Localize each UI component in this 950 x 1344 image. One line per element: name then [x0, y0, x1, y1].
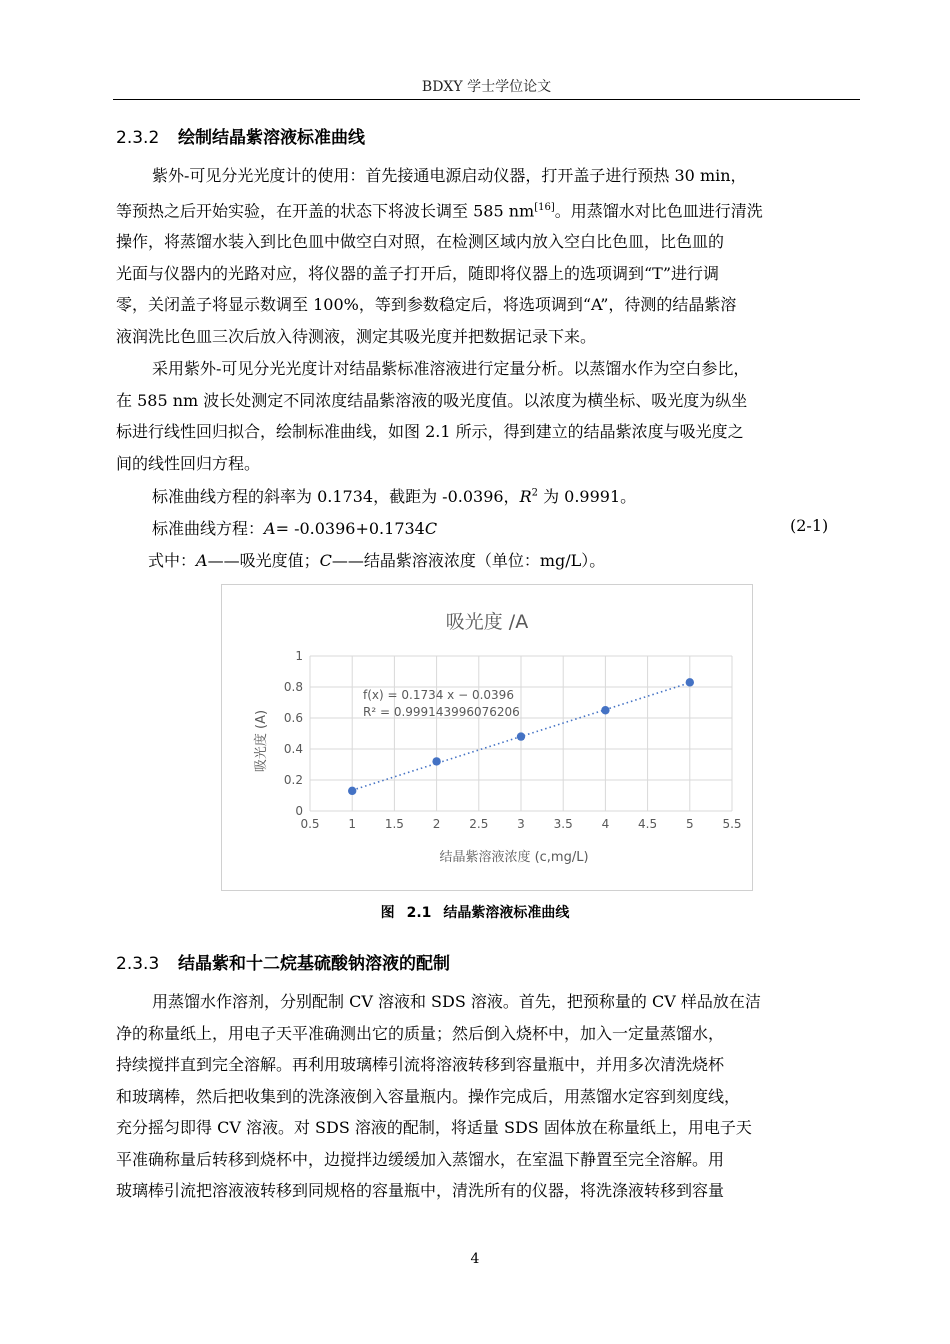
x-tick-label: 3 [517, 817, 525, 831]
text-segment: 等预热之后开始实验，在开盖的状态下将波长调至 585 nm [116, 200, 535, 220]
a-symbol: A [196, 551, 208, 570]
paragraph-quantitative-analysis [116, 353, 860, 479]
text-line: 平准确称量后转移到烧杯中，边搅拌边缓缓加入蒸馏水，在室温下静置至完全溶解。用 [116, 1149, 725, 1169]
data-point [432, 757, 440, 765]
x-tick-labels [300, 817, 741, 831]
y-tick-label: 0.4 [283, 742, 303, 756]
x-tick-label: 4 [601, 817, 610, 831]
paragraph-solution-preparation [116, 986, 860, 1207]
slope-intercept-line [152, 484, 636, 507]
a-symbol: A [264, 519, 276, 538]
y-tick-label: 1 [295, 649, 303, 663]
x-tick-label: 3.5 [553, 817, 573, 831]
c-symbol: C [319, 551, 332, 570]
equation-line [152, 516, 437, 539]
y-axis-label: 吸光度 (A) [254, 709, 269, 773]
figure-number: 2.1 [406, 905, 432, 921]
data-point [601, 706, 609, 714]
section-title: 绘制结晶紫溶液标准曲线 [178, 128, 365, 148]
variable-definition-line [148, 548, 605, 571]
c-symbol: C [424, 519, 438, 538]
equation-body: = -0.0396+0.1734 [275, 519, 425, 538]
text-segment: ——结晶紫溶液浓度（单位：mg/L）。 [331, 551, 606, 570]
text-segment: 标准曲线方程： [152, 519, 265, 538]
y-tick-label: 0 [295, 804, 303, 818]
text-line: 紫外-可见分光光度计的使用：首先接通电源启动仪器，打开盖子进行预热 30 min， [152, 166, 747, 185]
section-number: 2.3.3 [116, 954, 160, 974]
equation-number: (2-1) [790, 516, 829, 535]
text-line: 和玻璃棒，然后把收集到的洗涤液倒入容量瓶内。操作完成后，用蒸馏水定容到刻度线， [116, 1086, 741, 1106]
r-symbol: R [519, 487, 532, 506]
x-tick-label: 2 [432, 817, 441, 831]
text-segment: ——吸光度值； [207, 551, 320, 570]
text-line: 采用紫外-可见分光光度计对结晶紫标准溶液进行定量分析。以蒸馏水作为空白参比， [152, 359, 750, 378]
text-line: 操作，将蒸馏水装入到比色皿中做空白对照，在检测区域内放入空白比色皿，比色皿的 [116, 232, 725, 252]
text-segment: 。用蒸馏水对比色皿进行清洗 [554, 200, 763, 220]
section-title: 结晶紫和十二烷基硫酸钠溶液的配制 [178, 954, 450, 974]
text-line: 标进行线性回归拟合，绘制标准曲线，如图 2.1 所示，得到建立的结晶紫浓度与吸光度之 [116, 422, 744, 441]
text-line: 充分摇匀即得 CV 溶液。对 SDS 溶液的配制，将适量 SDS 固体放在称量纸上，用电子天 [116, 1118, 752, 1137]
text-segment: 式中： [148, 551, 197, 570]
chart-annotation-equation: f(x) = 0.1734 x − 0.0396 [363, 688, 514, 702]
standard-curve-chart [222, 585, 752, 890]
x-tick-label: 0.5 [300, 817, 320, 831]
text-line: 间的线性回归方程。 [116, 453, 261, 473]
y-tick-label: 0.2 [283, 773, 303, 787]
text-segment: 标准曲线方程的斜率为 0.1734，截距为 -0.0396， [152, 487, 520, 506]
data-point [517, 732, 525, 740]
text-line: 在 585 nm 波长处测定不同浓度结晶紫溶液的吸光度值。以浓度为横坐标、吸光度为纵坐 [116, 390, 748, 410]
text-line: 持续搅拌直到完全溶解。再利用玻璃棒引流将溶液转移到容量瓶中，并用多次清洗烧杯 [116, 1055, 725, 1074]
text-segment: 为 0.9991。 [537, 487, 637, 506]
superscript: 2 [531, 487, 538, 499]
section-number: 2.3.2 [116, 128, 160, 148]
figure-label: 图 [380, 905, 395, 921]
y-tick-label: 0.8 [283, 680, 303, 694]
text-line: 光面与仪器内的光路对应，将仪器的盖子打开后，随即将仪器上的选项调到“T”进行调 [116, 263, 720, 283]
text-line: 用蒸馏水作溶剂，分别配制 CV 溶液和 SDS 溶液。首先，把预称量的 CV 样品放在洁 [152, 992, 761, 1011]
x-tick-label: 2.5 [469, 817, 489, 831]
y-tick-label: 0.6 [283, 711, 303, 725]
x-tick-label: 1 [348, 817, 357, 831]
figure-title: 结晶紫溶液标准曲线 [443, 905, 570, 921]
text-line: 净的称量纸上，用电子天平准确测出它的质量；然后倒入烧杯中，加入一定量蒸馏水， [116, 1023, 725, 1043]
section-heading-2-3-2 [116, 123, 365, 148]
chart-title: 吸光度 /A [445, 611, 529, 633]
data-point [686, 678, 694, 686]
figure-chart-frame [221, 584, 753, 891]
x-tick-label: 5 [685, 817, 694, 831]
text-line: 液润洗比色皿三次后放入待测液，测定其吸光度并把数据记录下来。 [116, 326, 597, 346]
data-point [348, 787, 356, 795]
section-heading-2-3-3 [116, 949, 450, 974]
chart-annotation-r-squared: R² = 0.999143996076206 [363, 705, 520, 719]
y-tick-labels [284, 649, 303, 818]
x-axis-label: 结晶紫溶液浓度 (c,mg/L) [439, 850, 589, 865]
running-header: BDXY 学士学位论文 [421, 79, 552, 95]
page-number: 4 [470, 1251, 480, 1267]
paragraph-spectrophotometer-usage [116, 160, 860, 352]
header-rule [113, 99, 860, 100]
citation: [16] [534, 201, 555, 213]
x-tick-label: 1.5 [384, 817, 404, 831]
x-tick-label: 5.5 [722, 817, 742, 831]
x-tick-label: 4.5 [638, 817, 658, 831]
text-line: 玻璃棒引流把溶液液转移到同规格的容量瓶中，清洗所有的仪器，将洗涤液转移到容量 [116, 1181, 725, 1200]
figure-caption [0, 902, 950, 922]
text-line: 零，关闭盖子将显示数调至 100%，等到参数稳定后，将选项调到“A”，待测的结晶紫溶 [116, 295, 737, 315]
text-line [116, 192, 860, 227]
